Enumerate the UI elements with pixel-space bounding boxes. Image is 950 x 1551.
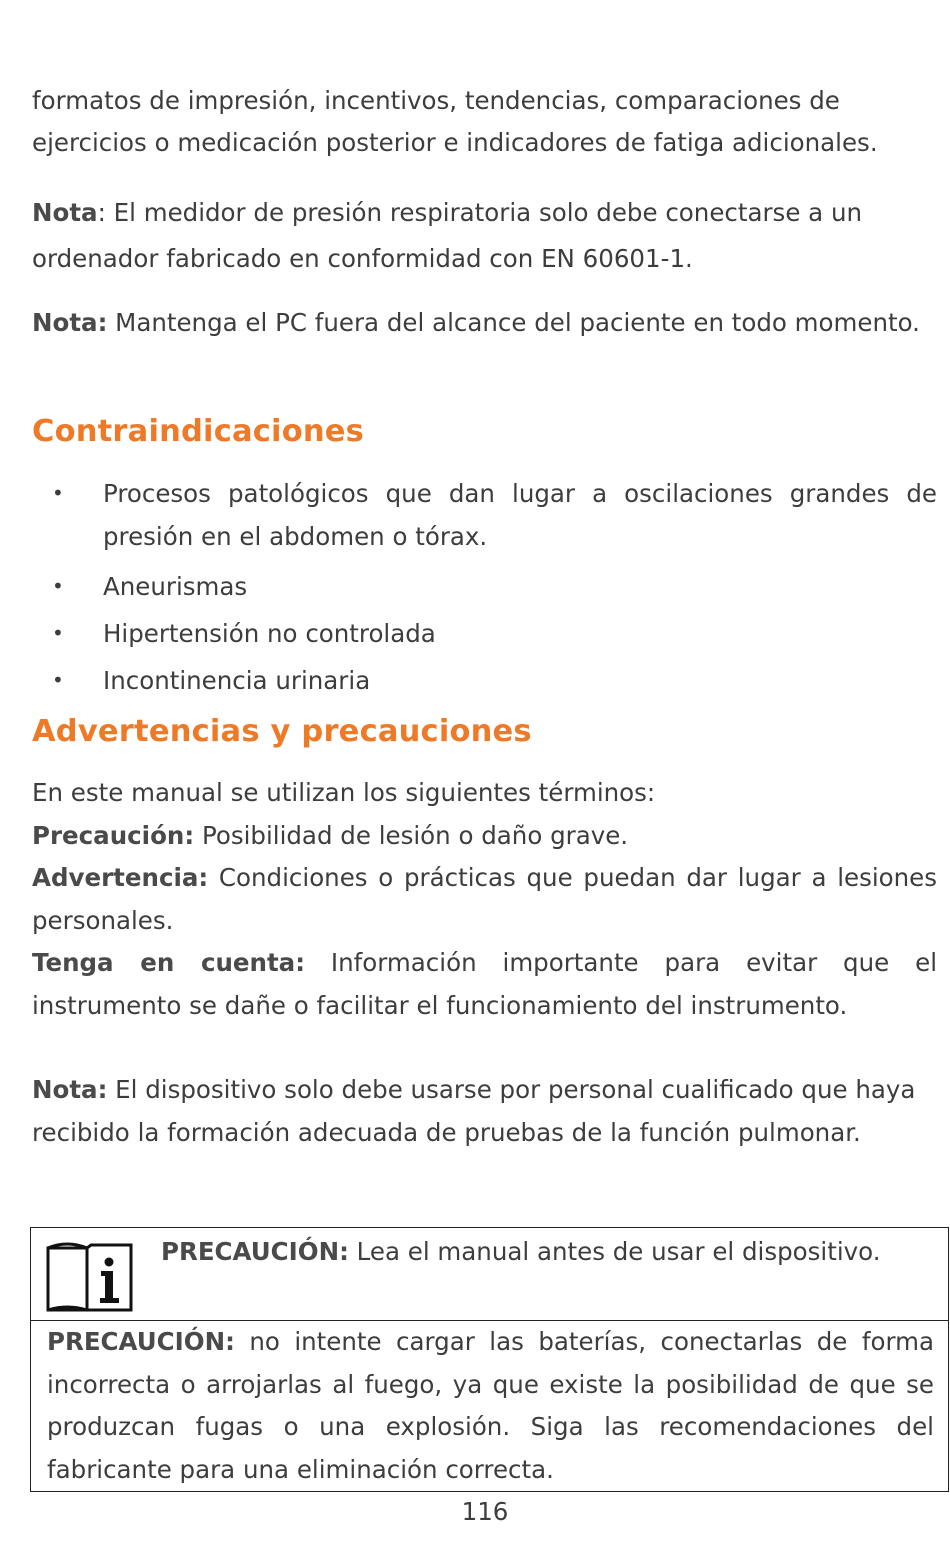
list-item — [32, 612, 937, 655]
bullet-icon: • — [52, 481, 64, 505]
bullet-icon: • — [52, 574, 64, 598]
list-item-text: Hipertensión no controlada — [103, 619, 436, 648]
caution-row-batteries — [31, 1321, 948, 1491]
list-item-text: Incontinencia urinaria — [103, 666, 371, 695]
caution-box — [30, 1227, 949, 1492]
term-text: Información importante para evitar que el instrumento se dañe o facilitar el funcionamiento del instrumento. — [32, 948, 937, 1020]
caution-label: PRECAUCIÓN: — [161, 1237, 349, 1266]
term-note — [32, 942, 937, 1027]
term-caution — [32, 815, 937, 858]
list-item-text: Procesos patológicos que dan lugar a oscilaciones grandes de presión en el abdomen o tórax. — [103, 479, 937, 551]
list-item-text: Aneurismas — [103, 572, 248, 601]
terms-intro: En este manual se utilizan los siguientes términos: — [32, 778, 656, 807]
caution-body: no intente cargar las baterías, conectarlas de forma incorrecta o arrojarlas al fuego, ya que existe la posibilidad de que se produzcan fugas o una explosión. Siga las recomendaciones del fabricante para una eliminación correcta. — [47, 1327, 934, 1484]
warnings-heading: Advertencias y precauciones — [32, 714, 532, 749]
contraindications-list — [32, 472, 937, 702]
term-text: Condiciones o prácticas que puedan dar lugar a lesiones personales. — [32, 863, 937, 935]
list-item — [32, 659, 937, 702]
caution-text — [47, 1321, 934, 1491]
note-label: Nota: — [32, 1075, 108, 1104]
term-label: Precaución: — [32, 820, 195, 850]
note-text: Mantenga el PC fuera del alcance del paciente en todo momento. — [107, 308, 920, 337]
intro-paragraph: formatos de impresión, incentivos, tendencias, comparaciones de ejercicios o medicación posterior e indicadores de fatiga adicionales. — [32, 86, 878, 157]
caution-text — [161, 1236, 880, 1268]
note-pc-standard — [32, 190, 937, 282]
term-label: Tenga en cuenta: — [32, 948, 306, 977]
manual-info-icon — [45, 1242, 133, 1314]
list-item — [32, 565, 937, 608]
term-label: Advertencia: — [32, 863, 209, 892]
note-pc-reach — [32, 300, 937, 346]
note-label: Nota: — [32, 308, 108, 337]
contraindications-heading: Contraindicaciones — [32, 414, 365, 449]
bullet-icon: • — [52, 621, 64, 645]
terms-section — [32, 772, 937, 1027]
caution-label: PRECAUCIÓN: — [47, 1327, 235, 1356]
term-text: Posibilidad de lesión o daño grave. — [194, 820, 629, 850]
caution-row-manual — [31, 1228, 948, 1321]
note-label: Nota — [32, 198, 98, 227]
term-warning — [32, 857, 937, 942]
note-text: El dispositivo solo debe usarse por personal cualificado que haya recibido la formación adecuada de pruebas de la función pulmonar. — [32, 1075, 916, 1147]
note-qualified-staff — [32, 1069, 937, 1154]
list-item — [32, 472, 937, 558]
bullet-icon: • — [52, 668, 64, 692]
page-number: 116 — [461, 1497, 509, 1526]
note-text: : El medidor de presión respiratoria solo debe conectarse a un ordenador fabricado en conformidad con EN 60601-1. — [32, 198, 863, 273]
caution-body: Lea el manual antes de usar el dispositivo. — [348, 1237, 881, 1266]
